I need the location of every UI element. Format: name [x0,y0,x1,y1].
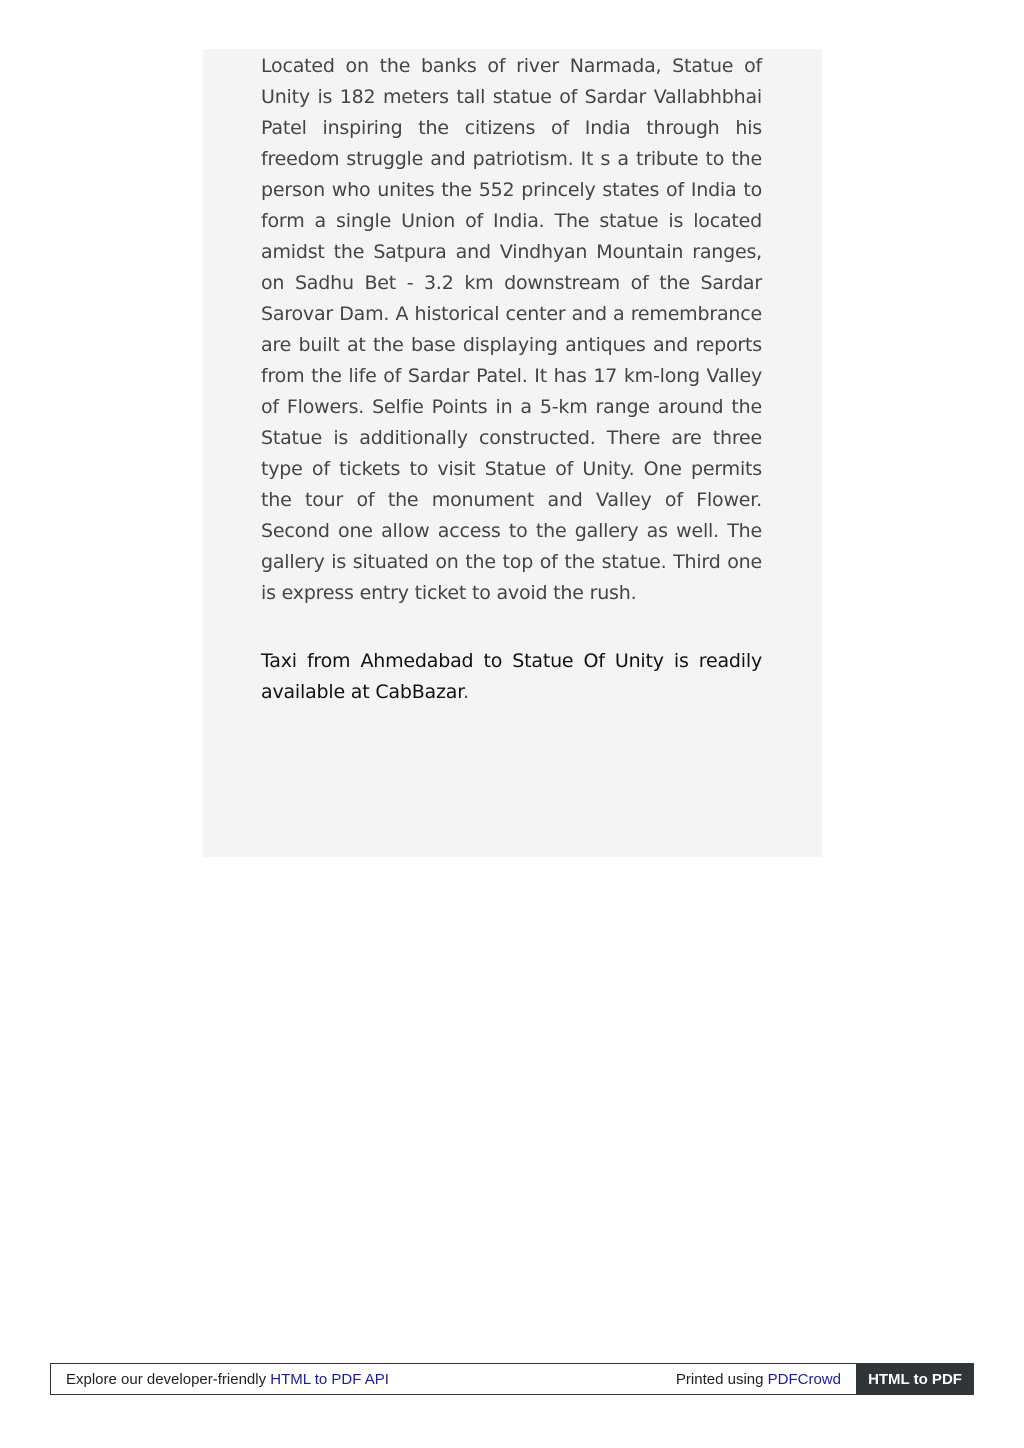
taxi-availability-period: . [463,681,469,703]
html-to-pdf-api-link[interactable]: HTML to PDF API [270,1370,389,1388]
footer-explore-text: Explore our developer-friendly [66,1370,271,1388]
footer-printed-text: Printed using [675,1370,768,1388]
statue-description-paragraph: Located on the banks of river Narmada, Statue of Unity is 182 meters tall statue of Sardar Vallabhbhai Patel inspiring the citizens of India through his freedom struggle and patriotism. It s a tribute to the person who unites the 552 princely states of India to form a single Union of India. The statue is located amidst the Satpura and Vindhyan Mountain ranges, on Sadhu Bet - 3.2 km downstream of the Sardar Sarovar Dam. A historical center and a remembrance are built at the base displaying antiques and reports from the life of Sardar Patel. It has 17 km-long Valley of Flowers. Selfie Points in a 5-km range around the Statue is additionally constructed. There are three type of tickets to visit Statue of Unity. One permits the tour of the monument and Valley of Flower. Second one allow access to the gallery as well. The gallery is situated on the top of the statue. Third one is express entry ticket to avoid the rush. [261,55,762,604]
footer-printed-using [676,1364,856,1394]
taxi-availability-text: Taxi from Ahmedabad to Statue Of Unity is readily available at CabBazar [261,650,762,703]
taxi-availability-paragraph [261,646,762,708]
html-to-pdf-badge[interactable]: HTML to PDF [856,1363,974,1395]
pdfcrowd-footer [50,1363,974,1395]
article-content-panel [203,49,822,857]
footer-explore [51,1364,676,1394]
pdfcrowd-link[interactable]: PDFCrowd [767,1370,841,1388]
article-text-column [261,51,762,708]
